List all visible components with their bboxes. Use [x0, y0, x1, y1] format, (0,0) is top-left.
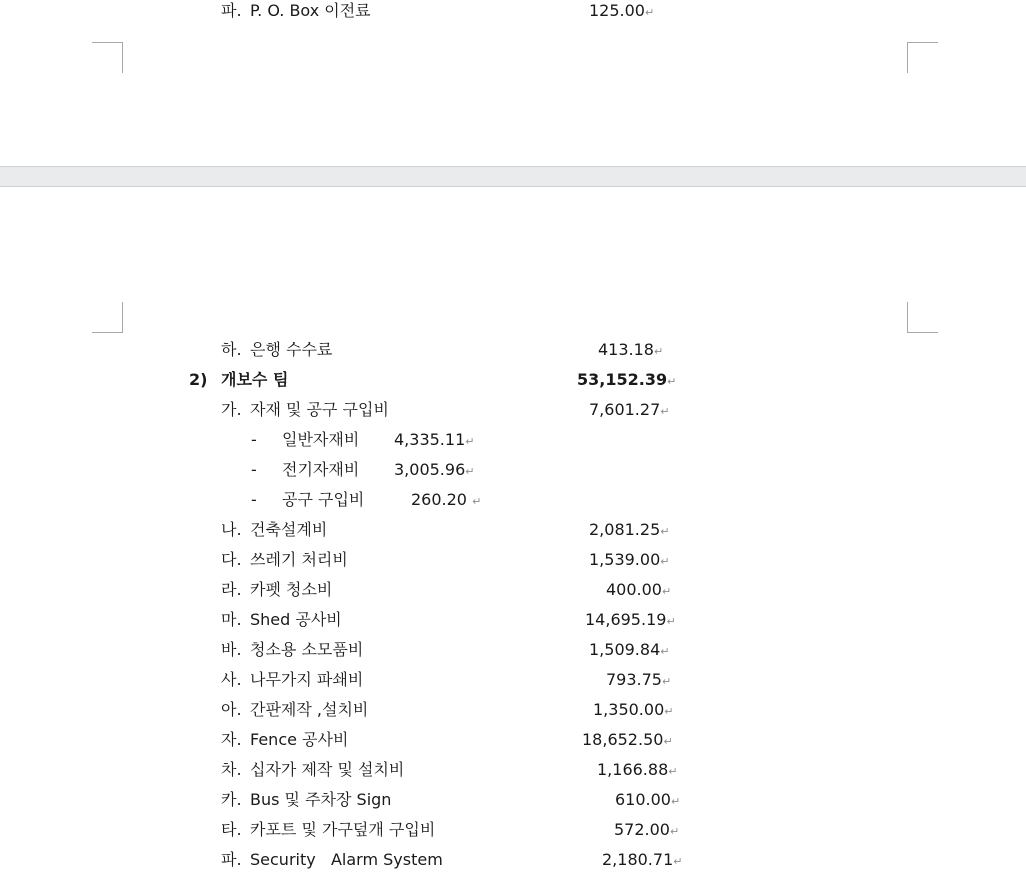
list-item-po-box[interactable] — [0, 0, 1026, 22]
item-amount: 14,695.19 — [585, 610, 667, 629]
item-amount: 125.00 — [589, 1, 645, 20]
list-item[interactable] — [0, 549, 1026, 571]
item-name: 나무가지 파쇄비 — [250, 670, 364, 689]
paragraph-mark: ↵ — [465, 435, 475, 448]
item-label: 카. — [221, 790, 242, 809]
item-label: 가. — [221, 400, 242, 419]
section-amount: 53,152.39 — [577, 370, 668, 389]
sub-item-name: 전기자재비 — [282, 460, 360, 479]
paragraph-mark: ↵ — [660, 525, 670, 538]
paragraph-mark: ↵ — [664, 705, 674, 718]
paragraph-mark: ↵ — [669, 825, 680, 838]
sub-item-amount: 260.20 — [411, 490, 467, 509]
paragraph-mark: ↵ — [661, 585, 672, 598]
item-label: 차. — [221, 760, 242, 779]
item-label: 파. — [221, 1, 242, 20]
sub-item-dash: - — [251, 430, 257, 449]
item-label: 바. — [221, 640, 242, 659]
list-item[interactable] — [0, 579, 1026, 601]
list-item[interactable] — [0, 609, 1026, 631]
sub-item-name: 일반자재비 — [282, 430, 360, 449]
list-item[interactable] — [0, 789, 1026, 811]
page-corner-bottom-left — [92, 42, 123, 73]
item-amount: 400.00 — [606, 580, 662, 599]
paragraph-mark: ↵ — [660, 405, 670, 418]
item-label: 파. — [221, 850, 242, 869]
paragraph-mark: ↵ — [644, 6, 655, 19]
paragraph-mark: ↵ — [465, 465, 475, 478]
list-item[interactable] — [0, 699, 1026, 721]
item-label: 타. — [221, 820, 242, 839]
item-name: 간판제작 ,설치비 — [250, 700, 369, 719]
item-label: 하. — [221, 340, 242, 359]
sub-item[interactable] — [0, 429, 1026, 451]
sub-item-name: 공구 구입비 — [282, 490, 365, 509]
sub-item-amount: 3,005.96 — [394, 460, 466, 479]
item-amount: 7,601.27 — [589, 400, 661, 419]
sub-item-dash: - — [251, 460, 257, 479]
item-amount: 2,180.71 — [602, 850, 674, 869]
sub-item[interactable] — [0, 489, 1026, 511]
paragraph-mark: ↵ — [666, 615, 676, 628]
item-name: P. O. Box 이전료 — [250, 1, 371, 20]
item-name: Bus 및 주차장 Sign — [250, 790, 392, 809]
sub-item[interactable] — [0, 459, 1026, 481]
list-item[interactable] — [0, 519, 1026, 541]
section-title: 개보수 팀 — [221, 370, 289, 389]
paragraph-mark: ↵ — [668, 765, 678, 778]
item-label: 아. — [221, 700, 242, 719]
paragraph-mark: ↵ — [653, 345, 664, 358]
item-amount: 1,166.88 — [597, 760, 669, 779]
item-amount: 610.00 — [615, 790, 671, 809]
paragraph-mark: ↵ — [660, 555, 670, 568]
page-corner-top-left — [92, 302, 123, 333]
item-name: 은행 수수료 — [250, 340, 333, 359]
section-heading[interactable] — [0, 369, 1026, 391]
item-amount: 572.00 — [614, 820, 670, 839]
list-item[interactable] — [0, 819, 1026, 841]
list-item[interactable] — [0, 729, 1026, 751]
item-amount: 2,081.25 — [589, 520, 661, 539]
item-name: 카포트 및 가구덮개 구입비 — [250, 820, 436, 839]
item-amount: 1,509.84 — [589, 640, 661, 659]
paragraph-mark: ↵ — [472, 495, 482, 508]
item-amount: 18,652.50 — [582, 730, 664, 749]
item-name: 자재 및 공구 구입비 — [250, 400, 389, 419]
item-amount: 793.75 — [606, 670, 662, 689]
list-item[interactable] — [0, 759, 1026, 781]
item-label: 다. — [221, 550, 242, 569]
item-name: Security Alarm System — [250, 850, 443, 869]
paragraph-mark: ↵ — [661, 675, 672, 688]
list-item[interactable] — [0, 849, 1026, 871]
item-amount: 1,350.00 — [593, 700, 665, 719]
sub-item-amount: 4,335.11 — [394, 430, 466, 449]
page-corner-top-right — [907, 302, 938, 333]
list-item[interactable] — [0, 669, 1026, 691]
list-item[interactable] — [0, 639, 1026, 661]
paragraph-mark: ↵ — [660, 645, 670, 658]
item-name: 카펫 청소비 — [250, 580, 333, 599]
item-name: 십자가 제작 및 설치비 — [250, 760, 405, 779]
item-name: Fence 공사비 — [250, 730, 349, 749]
list-item-materials[interactable] — [0, 399, 1026, 421]
item-amount: 1,539.00 — [589, 550, 661, 569]
item-label: 사. — [221, 670, 242, 689]
item-name: 청소용 소모품비 — [250, 640, 364, 659]
paragraph-mark: ↵ — [667, 375, 677, 388]
paragraph-mark: ↵ — [670, 795, 681, 808]
page-corner-bottom-right — [907, 42, 938, 73]
paragraph-mark: ↵ — [673, 855, 683, 868]
paragraph-mark: ↵ — [663, 735, 673, 748]
item-name: 쓰레기 처리비 — [250, 550, 348, 569]
section-number: 2) — [189, 370, 208, 389]
item-name: 건축설계비 — [250, 520, 328, 539]
page-break-gap — [0, 166, 1026, 187]
list-item-bank-fee[interactable] — [0, 339, 1026, 361]
item-label: 나. — [221, 520, 242, 539]
item-amount: 413.18 — [598, 340, 654, 359]
item-label: 마. — [221, 610, 242, 629]
item-name: Shed 공사비 — [250, 610, 342, 629]
item-label: 자. — [221, 730, 242, 749]
item-label: 라. — [221, 580, 242, 599]
sub-item-dash: - — [251, 490, 257, 509]
document-page-top — [0, 0, 1026, 166]
